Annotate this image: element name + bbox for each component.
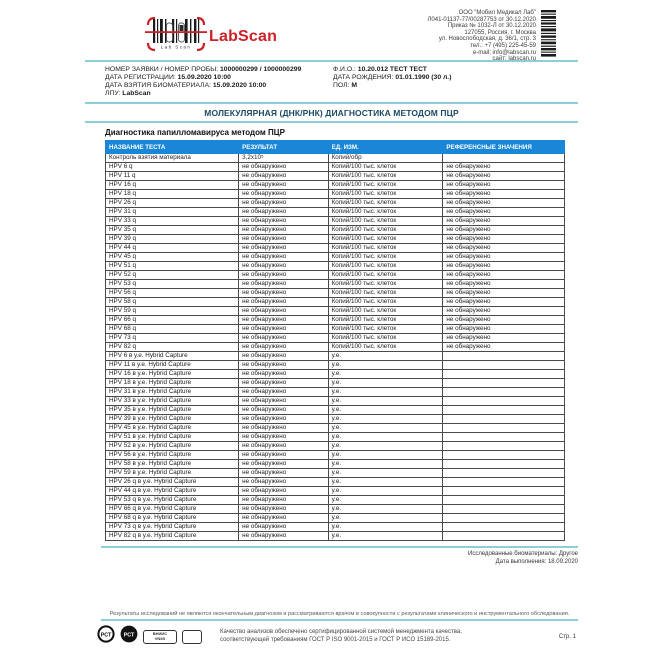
labscan-logo — [145, 15, 277, 58]
logo-sub-text: Lab Scan — [160, 44, 192, 50]
table-cell: не обнаружено — [443, 163, 565, 172]
table-cell: не обнаружено — [443, 172, 565, 181]
logo-wordmark: LabScan — [209, 27, 278, 45]
column-header: РЕЗУЛЬТАТ — [239, 141, 329, 154]
table-cell: Копий/100 тыс. клеток — [328, 253, 443, 262]
table-cell: не обнаружено — [239, 361, 329, 370]
table-row — [106, 451, 565, 460]
table-cell: Копий/100 тыс. клеток — [328, 316, 443, 325]
company-info-line: e-mail: info@labscan.ru — [472, 49, 536, 56]
table-row — [106, 505, 565, 514]
table-cell: не обнаружено — [443, 316, 565, 325]
table-cell — [443, 388, 565, 397]
table-row — [106, 253, 565, 262]
table-row — [106, 325, 565, 334]
table-cell: у.е. — [328, 469, 443, 478]
section-title: МОЛЕКУЛЯРНАЯ (ДНК/РНК) ДИАГНОСТИКА МЕТОДОМ ПЦР — [204, 108, 459, 118]
table-cell: HPV 45 q — [106, 253, 239, 262]
table-cell: HPV 58 q — [106, 298, 239, 307]
table-row — [106, 424, 565, 433]
field-value: М — [351, 82, 358, 89]
table-row — [106, 217, 565, 226]
table-cell: у.е. — [328, 523, 443, 532]
table-cell: HPV 39 q — [106, 235, 239, 244]
table-row — [106, 163, 565, 172]
table-cell: не обнаружено — [239, 352, 329, 361]
field-label: ДАТА РЕГИСТРАЦИИ: — [105, 74, 178, 81]
table-cell: не обнаружено — [443, 253, 565, 262]
table-cell: HPV 68 q — [106, 325, 239, 334]
table-cell: не обнаружено — [443, 334, 565, 343]
table-cell: у.е. — [328, 460, 443, 469]
table-cell: HPV 6 q — [106, 163, 239, 172]
table-cell: не обнаружено — [239, 199, 329, 208]
table-cell: не обнаружено — [443, 208, 565, 217]
labscan-barcode-logo-icon — [145, 15, 207, 58]
table-row — [106, 298, 565, 307]
table-row — [106, 469, 565, 478]
results-table — [105, 140, 565, 541]
table-cell: HPV 33 в у.е. Hybrid Capture — [106, 397, 239, 406]
table-cell: не обнаружено — [239, 451, 329, 460]
table-cell: HPV 66 q — [106, 316, 239, 325]
company-info — [427, 10, 536, 63]
table-cell: не обнаружено — [239, 280, 329, 289]
table-cell: не обнаружено — [239, 397, 329, 406]
field-value: 15.09.2020 10:00 — [177, 74, 231, 81]
table-cell: у.е. — [328, 442, 443, 451]
table-notes — [101, 550, 578, 566]
table-cell: не обнаружено — [239, 478, 329, 487]
table-cell: Копий/100 тыс. клеток — [328, 181, 443, 190]
table-cell: HPV 56 в у.е. Hybrid Capture — [106, 451, 239, 460]
table-cell: HPV 35 в у.е. Hybrid Capture — [106, 406, 239, 415]
table-cell: Копий/100 тыс. клеток — [328, 298, 443, 307]
table-cell: не обнаружено — [443, 307, 565, 316]
table-row — [106, 271, 565, 280]
table-cell: Копий/100 тыс. клеток — [328, 343, 443, 352]
table-row — [106, 289, 565, 298]
table-cell — [443, 361, 565, 370]
table-cell: HPV 53 q в у.е. Hybrid Capture — [106, 496, 239, 505]
table-cell: Копий/100 тыс. клеток — [328, 262, 443, 271]
table-row — [106, 244, 565, 253]
table-cell: не обнаружено — [443, 217, 565, 226]
quality-statement — [220, 629, 462, 644]
table-cell: не обнаружено — [239, 496, 329, 505]
field-label: ЛПУ: — [105, 90, 123, 97]
table-cell: HPV 68 q в у.е. Hybrid Capture — [106, 514, 239, 523]
table-cell: не обнаружено — [239, 487, 329, 496]
table-row — [106, 397, 565, 406]
field-label: ДАТА РОЖДЕНИЯ: — [333, 74, 396, 81]
table-cell: Копий/100 тыс. клеток — [328, 199, 443, 208]
field-value: 1000000299 / 1000000299 — [220, 66, 302, 73]
table-cell — [443, 424, 565, 433]
field-label: НОМЕР ЗАЯВКИ / НОМЕР ПРОБЫ: — [105, 66, 221, 73]
table-cell: Копий/100 тыс. клеток — [328, 271, 443, 280]
table-cell: HPV 6 в у.е. Hybrid Capture — [106, 352, 239, 361]
table-row — [106, 154, 565, 163]
field-value: 01.01.1990 (30 л.) — [395, 74, 452, 81]
table-cell: HPV 59 в у.е. Hybrid Capture — [106, 469, 239, 478]
table-cell: не обнаружено — [239, 298, 329, 307]
table-cell: у.е. — [328, 505, 443, 514]
table-row — [106, 208, 565, 217]
table-row — [106, 280, 565, 289]
table-cell: не обнаружено — [239, 307, 329, 316]
table-cell: HPV 82 q — [106, 343, 239, 352]
results-table-body — [106, 154, 565, 541]
table-row — [106, 496, 565, 505]
table-cell: не обнаружено — [239, 334, 329, 343]
table-cell: HPV 66 q в у.е. Hybrid Capture — [106, 505, 239, 514]
table-cell: у.е. — [328, 370, 443, 379]
table-cell: Копий/100 тыс. клеток — [328, 289, 443, 298]
table-cell: у.е. — [328, 532, 443, 541]
table-cell: не обнаружено — [239, 172, 329, 181]
table-cell: HPV 82 q в у.е. Hybrid Capture — [106, 532, 239, 541]
table-cell — [443, 397, 565, 406]
company-info-line: Л041-01137-77/00287753 от 30.12.2020 — [427, 16, 536, 23]
table-cell: HPV 51 q — [106, 262, 239, 271]
table-cell: не обнаружено — [239, 262, 329, 271]
table-cell: Копий/100 тыс. клеток — [328, 172, 443, 181]
table-cell: Копий/100 тыс. клеток — [328, 244, 443, 253]
table-cell: у.е. — [328, 361, 443, 370]
field-value: LabScan — [122, 90, 151, 97]
table-cell: Копий/100 тыс. клеток — [328, 217, 443, 226]
table-cell: HPV 26 q — [106, 199, 239, 208]
table-cell: HPV 39 в у.е. Hybrid Capture — [106, 415, 239, 424]
table-row — [106, 226, 565, 235]
table-cell: не обнаружено — [239, 244, 329, 253]
table-row — [106, 388, 565, 397]
table-cell: не обнаружено — [443, 289, 565, 298]
table-cell: HPV 45 в у.е. Hybrid Capture — [106, 424, 239, 433]
table-cell: у.е. — [328, 415, 443, 424]
table-cell: не обнаружено — [239, 379, 329, 388]
table-cell: HPV 31 q — [106, 208, 239, 217]
table-cell: у.е. — [328, 352, 443, 361]
table-cell — [443, 523, 565, 532]
table-row — [106, 343, 565, 352]
table-row — [106, 190, 565, 199]
certification-badges — [97, 625, 202, 648]
table-cell: не обнаружено — [239, 460, 329, 469]
table-cell — [443, 478, 565, 487]
table-cell: Копий/100 тыс. клеток — [328, 307, 443, 316]
table-cell: Контроль взятия материала — [106, 154, 239, 163]
table-cell — [443, 451, 565, 460]
table-row — [106, 334, 565, 343]
table-cell: HPV 26 q в у.е. Hybrid Capture — [106, 478, 239, 487]
quality-line-2: соответствующей требованиям ГОСТ Р ISO 9001-2015 и ГОСТ Р ИСО 15189-2015. — [220, 636, 451, 643]
table-cell: не обнаружено — [443, 262, 565, 271]
table-cell — [443, 433, 565, 442]
table-cell: не обнаружено — [239, 442, 329, 451]
vniis-badge-line1: ВНИИС — [152, 631, 168, 636]
table-cell: HPV 73 q — [106, 334, 239, 343]
table-row — [106, 181, 565, 190]
table-cell: HPV 52 в у.е. Hybrid Capture — [106, 442, 239, 451]
divider-below-table — [101, 546, 578, 548]
table-cell: не обнаружено — [239, 469, 329, 478]
table-cell: Копий/100 тыс. клеток — [328, 163, 443, 172]
table-cell: HPV 51 в у.е. Hybrid Capture — [106, 433, 239, 442]
table-cell: не обнаружено — [239, 235, 329, 244]
patient-info-line — [105, 74, 333, 82]
table-cell: HPV 59 q — [106, 307, 239, 316]
table-cell — [443, 406, 565, 415]
registry-badge — [182, 630, 202, 644]
table-row — [106, 361, 565, 370]
table-cell: HPV 58 в у.е. Hybrid Capture — [106, 460, 239, 469]
table-cell: HPV 73 q в у.е. Hybrid Capture — [106, 523, 239, 532]
report-footer — [85, 611, 578, 648]
vniis-badge — [143, 630, 177, 644]
report-header — [85, 8, 578, 63]
table-cell: не обнаружено — [239, 424, 329, 433]
patient-info-right — [333, 66, 578, 98]
table-cell: HPV 11 в у.е. Hybrid Capture — [106, 361, 239, 370]
table-row — [106, 514, 565, 523]
biomaterials-note: Исследованные биоматериалы: Другое — [468, 551, 578, 557]
svg-text:РСТ: РСТ — [123, 632, 135, 639]
table-cell: HPV 53 q — [106, 280, 239, 289]
table-row — [106, 307, 565, 316]
table-cell — [443, 532, 565, 541]
table-cell: не обнаружено — [443, 343, 565, 352]
table-cell: HPV 52 q — [106, 271, 239, 280]
column-header: НАЗВАНИЕ ТЕСТА — [106, 141, 239, 154]
table-row — [106, 532, 565, 541]
table-cell: HPV 33 q — [106, 217, 239, 226]
table-cell: не обнаружено — [239, 325, 329, 334]
patient-info-line — [105, 82, 333, 90]
table-cell: Копий/100 тыс. клеток — [328, 235, 443, 244]
table-cell: 3,2x10⁵ — [239, 154, 329, 163]
patient-info-line — [333, 82, 578, 90]
table-cell: у.е. — [328, 379, 443, 388]
table-cell: Копий/100 тыс. клеток — [328, 280, 443, 289]
table-cell: Копий/100 тыс. клеток — [328, 325, 443, 334]
table-cell: Копий/100 тыс. клеток — [328, 334, 443, 343]
table-cell: HPV 44 q — [106, 244, 239, 253]
table-cell: не обнаружено — [239, 433, 329, 442]
table-cell: Копий/100 тыс. клеток — [328, 208, 443, 217]
table-cell: HPV 18 q — [106, 190, 239, 199]
company-info-line: Приказ № 1032-Л от 30.12.2020 — [447, 23, 536, 30]
test-group-subtitle: Диагностика папилломавируса методом ПЦР — [105, 128, 285, 137]
table-cell: не обнаружено — [443, 244, 565, 253]
table-row — [106, 406, 565, 415]
svg-text:РСТ: РСТ — [100, 632, 112, 639]
table-cell — [443, 469, 565, 478]
table-cell: HPV 31 в у.е. Hybrid Capture — [106, 388, 239, 397]
table-row — [106, 460, 565, 469]
table-row — [106, 487, 565, 496]
vniis-badge-line2: VNIIS — [154, 635, 166, 641]
table-cell — [443, 442, 565, 451]
table-cell: не обнаружено — [239, 406, 329, 415]
table-cell: не обнаружено — [239, 514, 329, 523]
table-cell: не обнаружено — [443, 325, 565, 334]
table-cell: не обнаружено — [239, 523, 329, 532]
table-header-row — [106, 141, 565, 154]
company-info-line: тел.: +7 (495) 225-45-59 — [470, 42, 536, 49]
table-cell — [443, 352, 565, 361]
table-cell — [443, 505, 565, 514]
field-label: Ф.И.О.: — [333, 66, 358, 73]
page-number: Стр. 1 — [558, 634, 576, 640]
divider-footer — [101, 619, 578, 621]
table-cell: не обнаружено — [239, 190, 329, 199]
table-cell: не обнаружено — [239, 217, 329, 226]
patient-info-line — [105, 90, 333, 98]
table-cell — [443, 379, 565, 388]
table-cell: не обнаружено — [239, 388, 329, 397]
column-header: ЕД. ИЗМ. — [328, 141, 443, 154]
patient-info — [85, 62, 578, 102]
table-cell: не обнаружено — [239, 163, 329, 172]
table-cell: у.е. — [328, 406, 443, 415]
column-header: РЕФЕРЕНСНЫЕ ЗНАЧЕНИЯ — [443, 141, 565, 154]
table-row — [106, 523, 565, 532]
table-cell: у.е. — [328, 433, 443, 442]
table-cell: не обнаружено — [239, 370, 329, 379]
table-cell: не обнаружено — [443, 271, 565, 280]
table-cell: не обнаружено — [239, 289, 329, 298]
table-cell: у.е. — [328, 424, 443, 433]
quality-line-1: Качество анализов обеспечено сертифицированной системой менеджмента качества, — [220, 629, 462, 635]
table-row — [106, 199, 565, 208]
table-cell — [443, 496, 565, 505]
table-cell: не обнаружено — [239, 505, 329, 514]
table-row — [106, 478, 565, 487]
table-cell — [443, 460, 565, 469]
table-cell: у.е. — [328, 451, 443, 460]
table-cell — [443, 487, 565, 496]
company-info-line: сайт: labscan.ru — [492, 56, 536, 63]
table-cell: не обнаружено — [239, 226, 329, 235]
field-value: 10.20.012 ТЕСТ ТЕСТ — [357, 66, 427, 73]
table-cell: не обнаружено — [239, 271, 329, 280]
table-cell: HPV 18 в у.е. Hybrid Capture — [106, 379, 239, 388]
table-cell: не обнаружено — [239, 532, 329, 541]
table-row — [106, 442, 565, 451]
table-cell: не обнаружено — [239, 343, 329, 352]
table-cell: не обнаружено — [239, 181, 329, 190]
company-info-line: 127055, Россия, г. Москва — [464, 29, 536, 36]
table-cell: не обнаружено — [443, 280, 565, 289]
field-label: ПОЛ: — [333, 82, 352, 89]
table-cell: не обнаружено — [443, 199, 565, 208]
field-value: 15.09.2020 10:00 — [212, 82, 267, 89]
table-cell: у.е. — [328, 388, 443, 397]
table-cell — [443, 370, 565, 379]
patient-info-left — [105, 66, 333, 98]
rst-certification-icon — [97, 625, 115, 648]
table-cell: не обнаружено — [443, 181, 565, 190]
company-info-line: ООО "Мобил Медикал Лаб" — [458, 10, 536, 16]
patient-info-line — [333, 66, 578, 74]
table-cell: у.е. — [328, 487, 443, 496]
disclaimer-text: Результаты исследований не являются окончательным диагнозом и рассматриваются врачом в совокупности с результатами клинического и инструментального обследования. — [109, 611, 570, 617]
table-cell: не обнаружено — [239, 415, 329, 424]
table-cell: не обнаружено — [239, 208, 329, 217]
table-cell: не обнаружено — [443, 190, 565, 199]
table-cell: не обнаружено — [239, 316, 329, 325]
table-cell: HPV 35 q — [106, 226, 239, 235]
company-info-line: ул. Новослободская, д. 36/1, стр. 3 — [438, 36, 536, 43]
table-row — [106, 316, 565, 325]
table-cell: HPV 11 q — [106, 172, 239, 181]
table-row — [106, 172, 565, 181]
table-cell: у.е. — [328, 478, 443, 487]
table-row — [106, 262, 565, 271]
table-cell: Копий/обр — [328, 154, 443, 163]
table-cell — [443, 415, 565, 424]
table-row — [106, 370, 565, 379]
table-cell — [443, 154, 565, 163]
execution-date-note: Дата выполнения: 18.09.2020 — [495, 559, 578, 565]
table-row — [106, 235, 565, 244]
field-label: ДАТА ВЗЯТИЯ БИОМАТЕРИАЛА: — [105, 82, 213, 89]
table-cell: у.е. — [328, 514, 443, 523]
table-row — [106, 415, 565, 424]
document-barcode-icon — [541, 10, 556, 62]
table-row — [106, 352, 565, 361]
table-cell: Копий/100 тыс. клеток — [328, 190, 443, 199]
table-cell: HPV 56 q — [106, 289, 239, 298]
table-cell: не обнаружено — [443, 298, 565, 307]
table-cell — [443, 514, 565, 523]
table-cell: Копий/100 тыс. клеток — [328, 226, 443, 235]
table-row — [106, 433, 565, 442]
table-row — [106, 379, 565, 388]
patient-info-line — [333, 74, 578, 82]
table-cell: у.е. — [328, 496, 443, 505]
table-cell: HPV 16 q — [106, 181, 239, 190]
rst-certification-filled-icon — [120, 625, 138, 648]
table-cell: не обнаружено — [443, 226, 565, 235]
table-cell: не обнаружено — [239, 253, 329, 262]
table-cell: HPV 44 q в у.е. Hybrid Capture — [106, 487, 239, 496]
table-cell: не обнаружено — [443, 235, 565, 244]
table-cell: у.е. — [328, 397, 443, 406]
table-cell: HPV 16 в у.е. Hybrid Capture — [106, 370, 239, 379]
patient-info-line — [105, 66, 333, 74]
